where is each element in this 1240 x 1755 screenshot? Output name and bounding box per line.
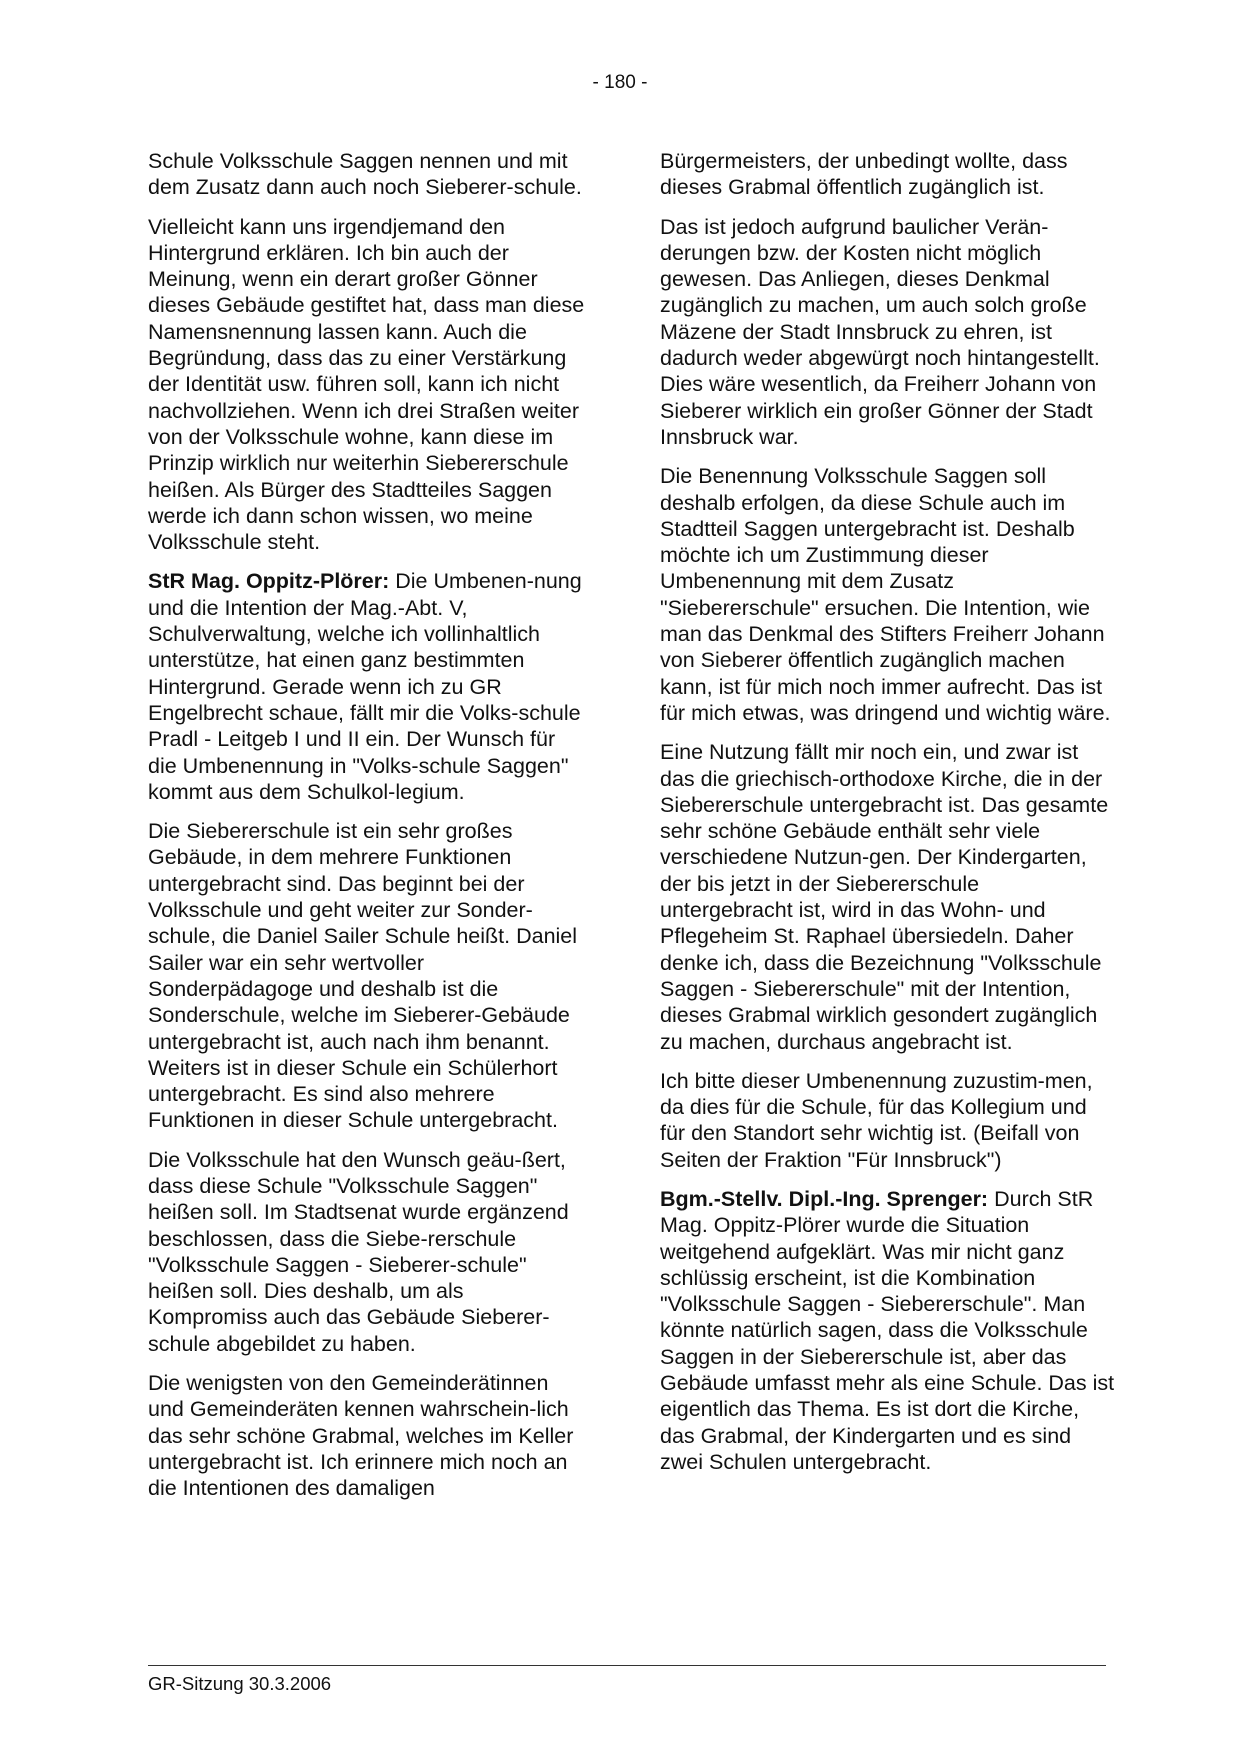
paragraph: Die wenigsten von den Gemeinderätinnen und Gemeinderäten kennen wahrschein-lich das sehr schöne Grabmal, welches im Keller untergebracht ist. Ich erinnere mich noch an die Intentionen des damaligen xyxy=(148,1371,574,1501)
paragraph: Eine Nutzung fällt mir noch ein, und zwar ist das die griechisch-orthodoxe Kirche, die in der Siebererschule untergebracht ist. Das gesamte sehr schöne Gebäude enthält sehr viele verschiedene Nutzun-gen. Der Kindergarten, der bis jetzt in der Siebererschule untergebracht ist, wird in das Wohn- und Pflegeheim St. Raphael übersiedeln. Daher denke ich, dass die Bezeichnung "Volksschule Saggen - Siebererschule" mit der Intention, dieses Grabmal wirklich gesondert zugänglich zu machen, durchaus angebracht ist. xyxy=(660,740,1109,1054)
paragraph: Die Benennung Volksschule Saggen soll deshalb erfolgen, da diese Schule auch im Stadtteil Saggen untergebracht ist. Deshalb möchte ich um Zustimmung dieser Umbenennung mit dem Zusatz "Siebererschule" ersuchen. Die Intention, wie man das Denkmal des Stifters Freiherr Johann von Sieberer öffentlich zugänglich machen kann, ist für mich noch immer aufrecht. Das ist für mich etwas, was dringend und wichtig wäre. xyxy=(660,464,1111,725)
footer-session-label: GR-Sitzung 30.3.2006 xyxy=(148,1673,332,1694)
paragraph: Bürgermeisters, der unbedingt wollte, dass dieses Grabmal öffentlich zugänglich ist. xyxy=(660,149,1068,200)
speaker-name: Bgm.-Stellv. Dipl.-Ing. Sprenger: xyxy=(660,1186,989,1211)
paragraph: Die Siebererschule ist ein sehr großes Gebäude, in dem mehrere Funktionen untergebracht sind. Das beginnt bei der Volksschule und geht weiter zur Sonder-schule, die Daniel Sailer Schule heißt. Daniel Sailer war ein sehr wertvoller Sonderpädagoge und deshalb ist die Sonderschule, welche im Sieberer-Gebäude untergebracht ist, auch nach ihm benannt. Weiters ist in dieser Schule ein Schülerhort untergebracht. Es sind also mehrere Funktionen in dieser Schule untergebracht. xyxy=(148,819,578,1133)
paragraph: Die Volksschule hat den Wunsch geäu-ßert, dass diese Schule "Volksschule Saggen" heißen soll. Im Stadtsenat wurde ergänzend beschlossen, dass die Siebe-rerschule "Volksschule Saggen - Sieberer-schule" heißen soll. Dies deshalb, um als Kompromiss auch das Gebäude Sieberer-schule abgebildet zu haben. xyxy=(148,1147,569,1356)
page-number: - 180 - xyxy=(592,72,648,93)
paragraph: Bgm.-Stellv. Dipl.-Ing. Sprenger: Durch StR Mag. Oppitz-Plörer wurde die Situation weitgehend aufgeklärt. Was mir nicht ganz schlüssig erscheint, ist die Kombination "Volksschule Saggen - Siebererschule". Man könnte natürlich sagen, dass die Volksschule Saggen in der Siebererschule ist, aber das Gebäude umfasst mehr als eine Schule. Das ist eigentlich das Thema. Es ist dort die Kirche, das Grabmal, der Kindergarten und es sind zwei Schulen untergebracht. xyxy=(660,1186,1115,1474)
left-column xyxy=(148,148,588,1515)
paragraph: Das ist jedoch aufgrund baulicher Verän-derungen bzw. der Kosten nicht möglich gewesen. Das Anliegen, dieses Denkmal zugänglich zu machen, um auch solch große Mäzene der Stadt Innsbruck zu ehren, ist dadurch weder abgewürgt noch hintangestellt. Dies wäre wesentlich, da Freiherr Johann von Sieberer wirklich ein großer Gönner der Stadt Innsbruck war. xyxy=(660,214,1100,449)
speaker-name: StR Mag. Oppitz-Plörer: xyxy=(148,569,390,594)
right-column xyxy=(660,148,1115,1488)
paragraph: StR Mag. Oppitz-Plörer: Die Umbenen-nung und die Intention der Mag.-Abt. V, Schulverwaltung, welche ich vollinhaltlich unterstütze, hat einen ganz bestimmten Hintergrund. Gerade wenn ich zu GR Engelbrecht schaue, fällt mir die Volks-schule Pradl - Leitgeb I und II ein. Der Wunsch für die Umbenennung in "Volks-schule Saggen" kommt aus dem Schulkol-legium. xyxy=(148,569,582,804)
paragraph: Ich bitte dieser Umbenennung zuzustim-men, da dies für die Schule, für das Kollegium und für den Standort sehr wichtig ist. (Beifall von Seiten der Fraktion "Für Innsbruck") xyxy=(660,1068,1093,1172)
footer-divider xyxy=(148,1665,1106,1666)
paragraph: Schule Volksschule Saggen nennen und mit dem Zusatz dann auch noch Sieberer-schule. xyxy=(148,149,582,200)
paragraph: Vielleicht kann uns irgendjemand den Hintergrund erklären. Ich bin auch der Meinung, wenn ein derart großer Gönner dieses Gebäude gestiftet hat, dass man diese Namensnennung lassen kann. Auch die Begründung, dass das zu einer Verstärkung der Identität usw. führen soll, kann ich nicht nachvollziehen. Wenn ich drei Straßen weiter von der Volksschule wohne, kann diese im Prinzip wirklich nur weiterhin Siebererschule heißen. Als Bürger des Stadtteiles Saggen werde ich dann schon wissen, wo meine Volksschule steht. xyxy=(148,214,585,555)
